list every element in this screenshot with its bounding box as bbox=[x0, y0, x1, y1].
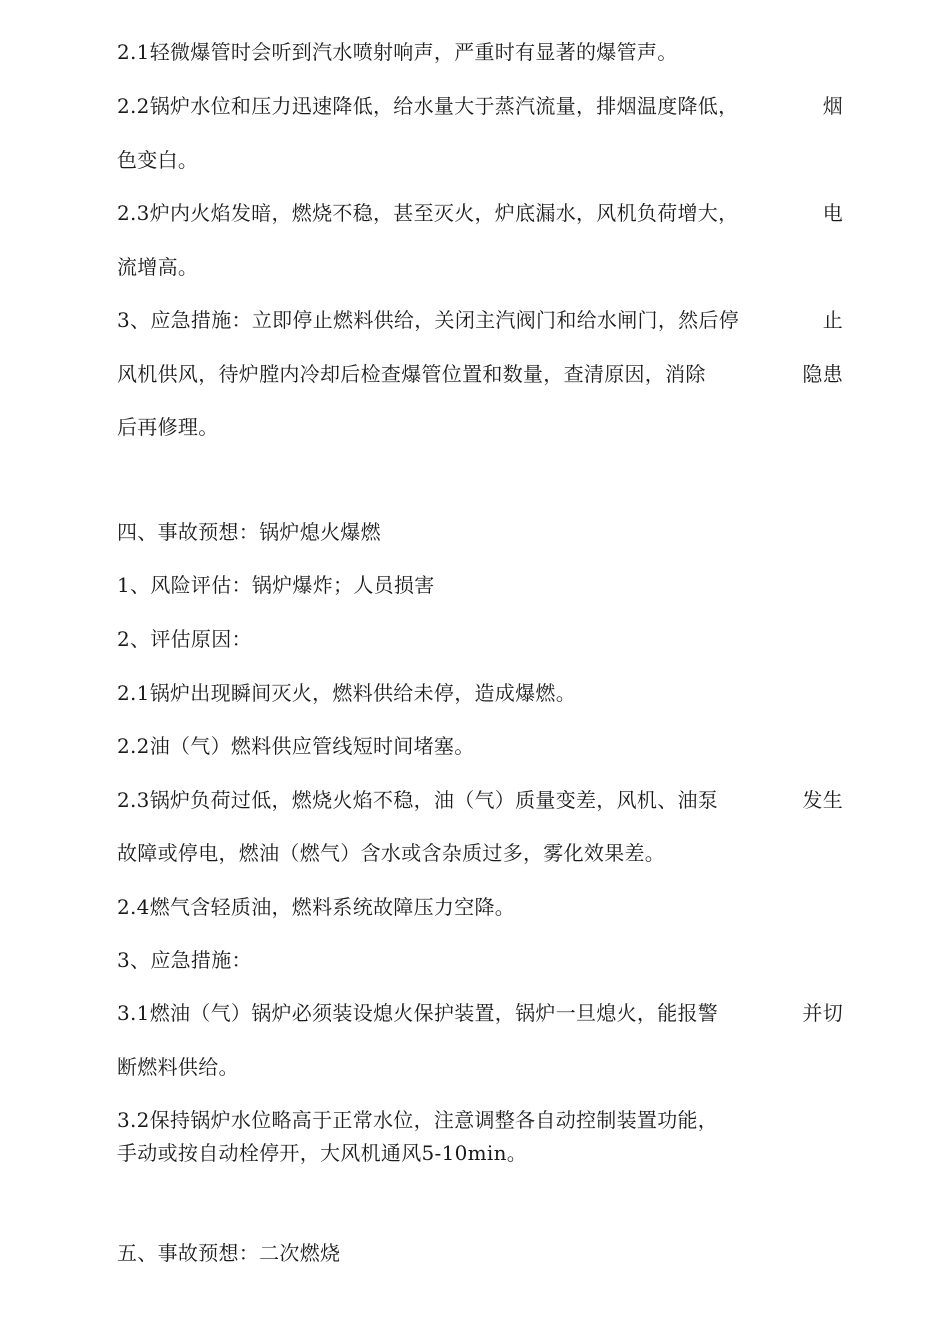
paragraph-line: 色变白。 bbox=[117, 148, 199, 172]
text-segment: 3、应急措施：立即停止燃料供给，关闭主汽阀门和给水闸门，然后停 bbox=[117, 308, 740, 332]
text-segment: 电 bbox=[822, 201, 843, 225]
paragraph-line: 故障或停电，燃油（燃气）含水或含杂质过多，雾化效果差。 bbox=[117, 841, 666, 865]
paragraph-line: 2.1锅炉出现瞬间灭火，燃料供给未停，造成爆燃。 bbox=[117, 681, 577, 705]
paragraph-line: 2.2油（气）燃料供应管线短时间堵塞。 bbox=[117, 734, 475, 758]
text-segment: 风机供风，待炉膛内冷却后检查爆管位置和数量，查清原因，消除 bbox=[117, 362, 706, 386]
text-segment: 发生 bbox=[802, 788, 843, 812]
paragraph-line bbox=[117, 94, 843, 118]
paragraph-line: 2、评估原因： bbox=[117, 627, 252, 651]
paragraph-line bbox=[117, 362, 843, 386]
text-segment: 2.2锅炉水位和压力迅速降低，给水量大于蒸汽流量，排烟温度降低， bbox=[117, 94, 739, 118]
section-heading: 四、事故预想：锅炉熄火爆燃 bbox=[117, 520, 381, 544]
paragraph-line: 手动或按自动栓停开，大风机通风5-10min。 bbox=[117, 1141, 528, 1165]
text-segment: 烟 bbox=[822, 94, 843, 118]
paragraph-line: 3、应急措施： bbox=[117, 948, 252, 972]
paragraph-line: 3.2保持锅炉水位略高于正常水位，注意调整各自动控制装置功能， bbox=[117, 1108, 719, 1132]
paragraph-line bbox=[117, 201, 843, 225]
text-segment: 3.1燃油（气）锅炉必须装设熄火保护装置，锅炉一旦熄火，能报警 bbox=[117, 1001, 719, 1025]
paragraph-line: 断燃料供给。 bbox=[117, 1055, 239, 1079]
paragraph-line bbox=[117, 788, 843, 812]
text-segment: 隐患 bbox=[802, 362, 843, 386]
paragraph-line bbox=[117, 308, 843, 332]
text-segment: 2.3炉内火焰发暗，燃烧不稳，甚至灭火，炉底漏水，风机负荷增大， bbox=[117, 201, 739, 225]
text-segment: 2.3锅炉负荷过低，燃烧火焰不稳，油（气）质量变差，风机、油泵 bbox=[117, 788, 719, 812]
paragraph-line: 2.4燃气含轻质油，燃料系统故障压力空降。 bbox=[117, 895, 516, 919]
paragraph-line: 1、风险评估：锅炉爆炸；人员损害 bbox=[117, 573, 435, 597]
text-segment: 并切 bbox=[802, 1001, 843, 1025]
paragraph-line: 2.1轻微爆管时会听到汽水喷射响声，严重时有显著的爆管声。 bbox=[117, 40, 678, 64]
paragraph-line: 后再修理。 bbox=[117, 415, 219, 439]
section-heading: 五、事故预想：二次燃烧 bbox=[117, 1241, 341, 1265]
text-segment: 止 bbox=[822, 308, 843, 332]
paragraph-line: 流增高。 bbox=[117, 255, 199, 279]
paragraph-line bbox=[117, 1001, 843, 1025]
